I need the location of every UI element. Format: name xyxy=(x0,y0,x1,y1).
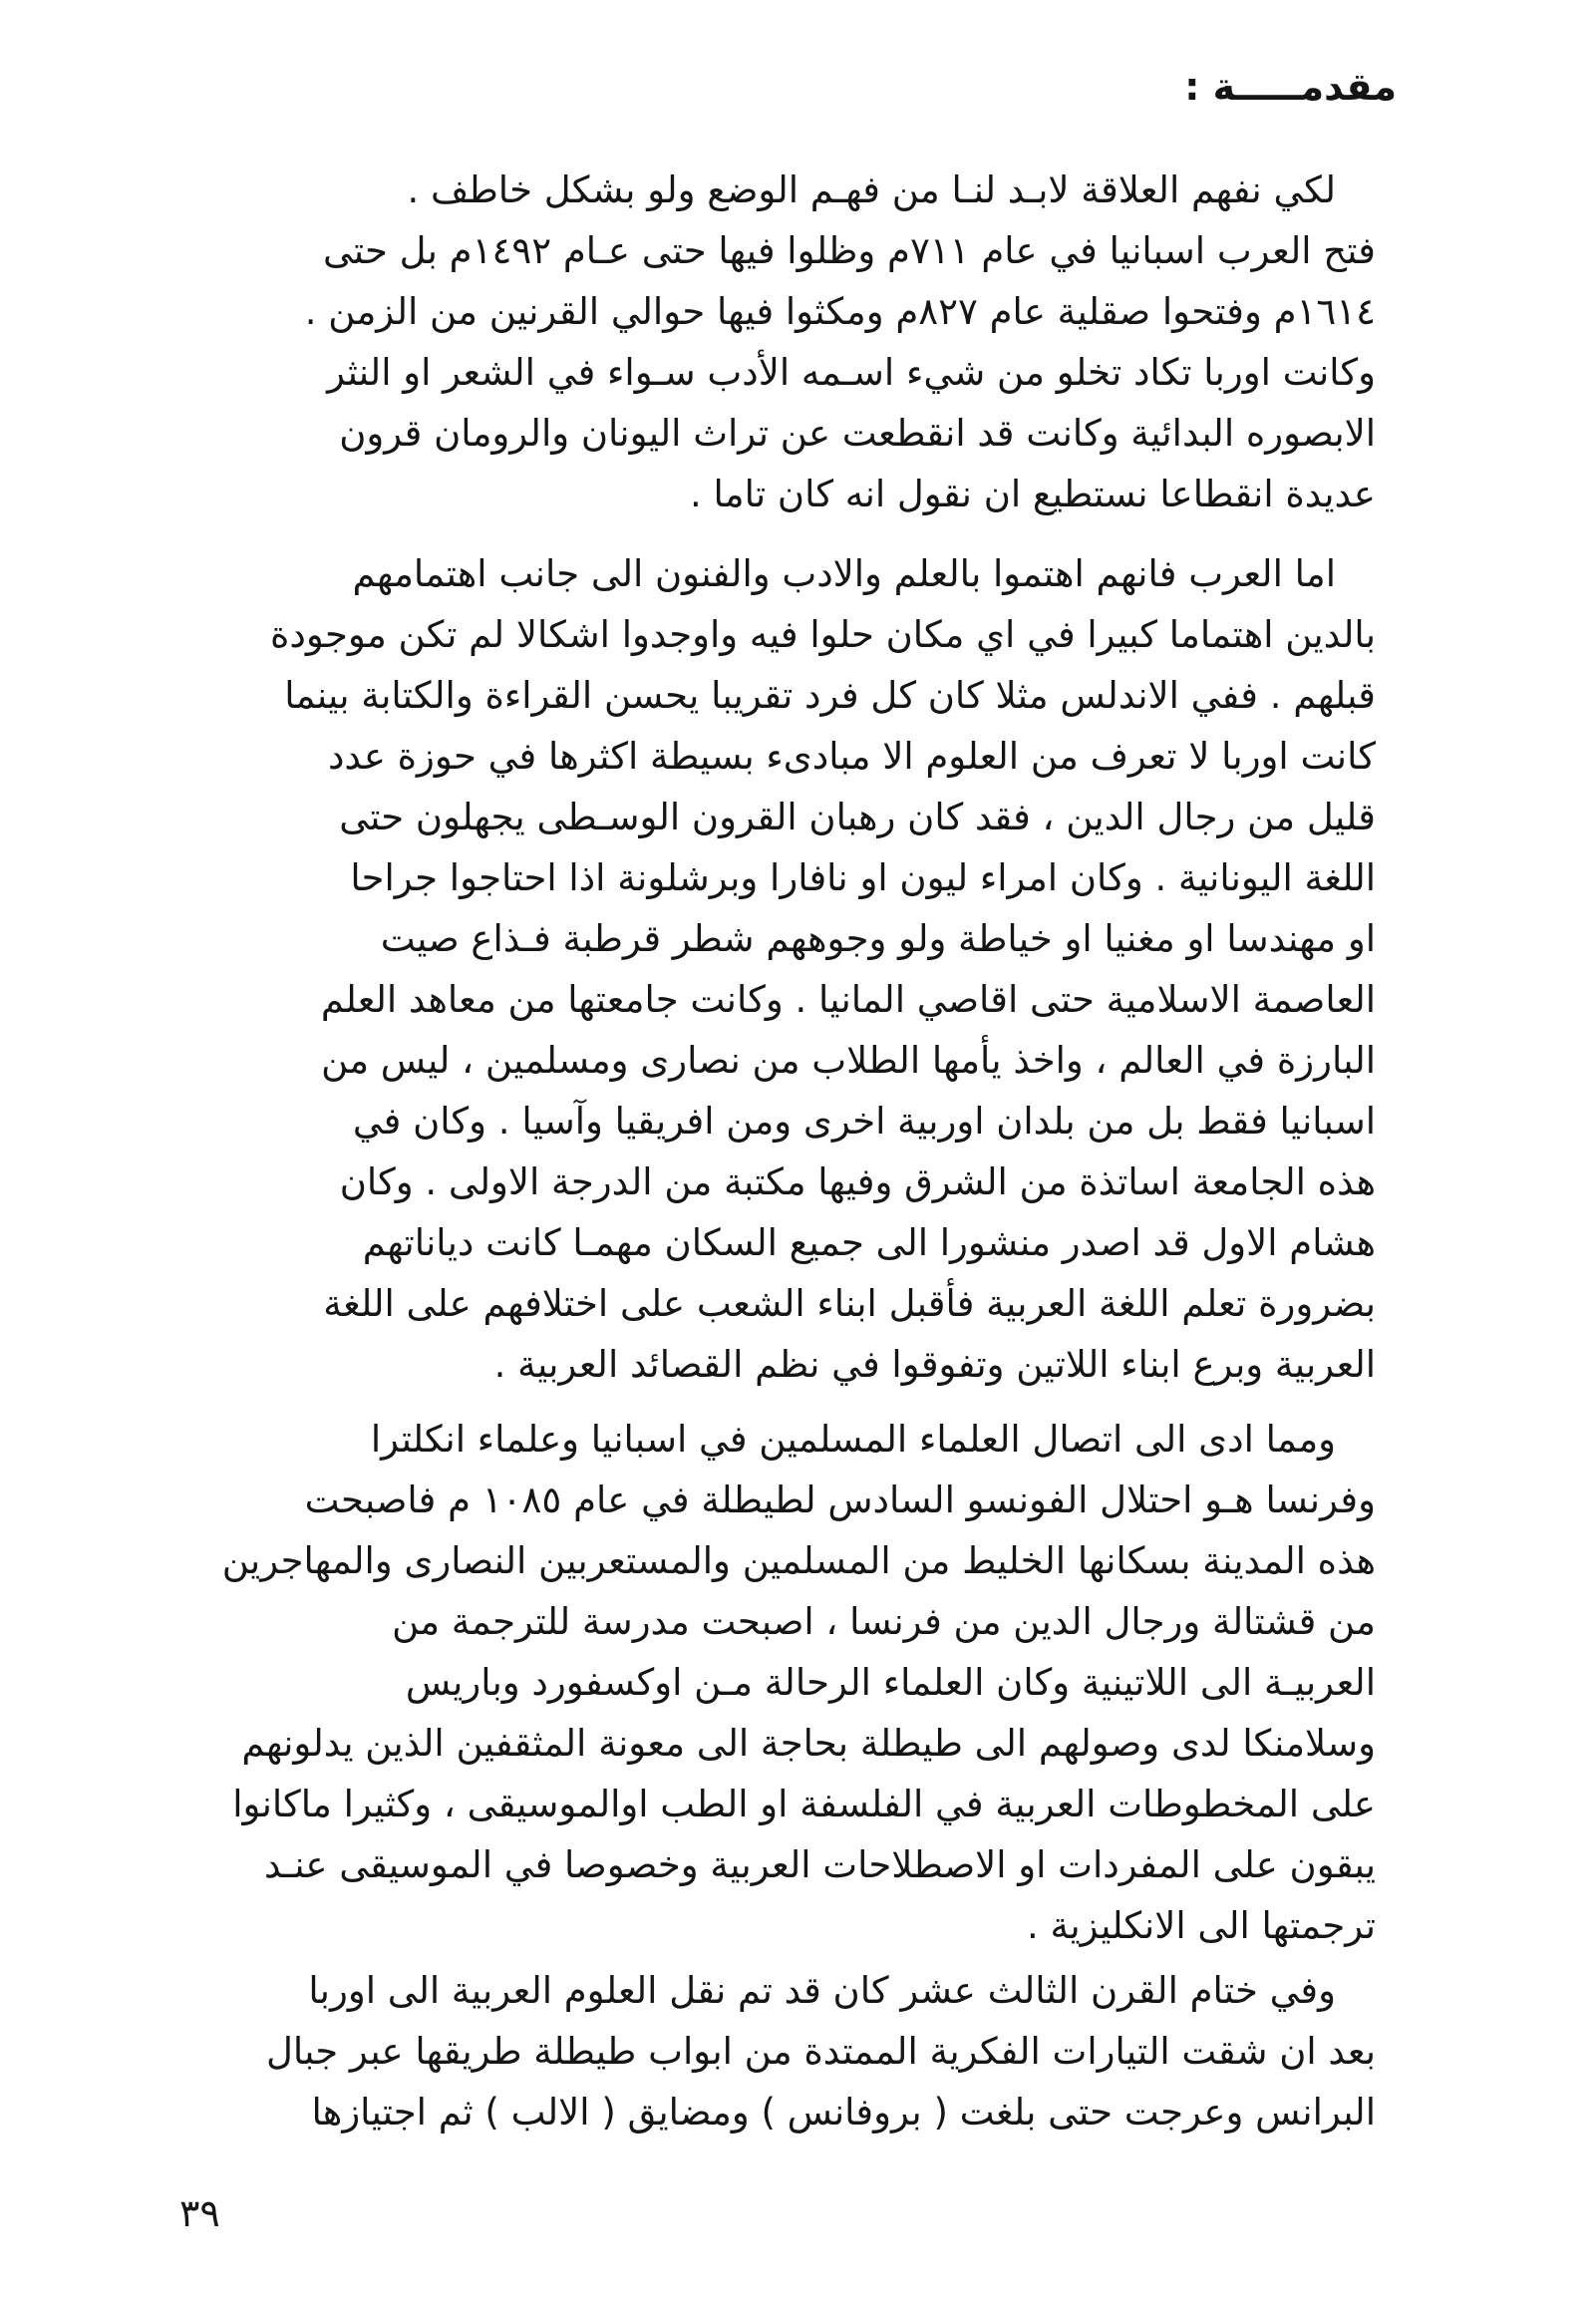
text-line: ومما ادى الى اتصال العلماء المسلمين في اسبانيا وعلماء انكلترا xyxy=(370,1418,1336,1461)
text-line: البرانس وعرجت حتى بلغت ( بروفانس ) ومضايق ( الالب ) ثم اجتيازها xyxy=(311,2091,1376,2134)
text-line: لكي نفهم العلاقة لابـد لنـا من فهـم الوضع ولو بشكل خاطف . xyxy=(407,168,1336,211)
text-line: اما العرب فانهم اهتموا بالعلم والادب والفنون الى جانب اهتمامهم xyxy=(352,552,1336,595)
text-line: قبلهم . ففي الاندلس مثلا كان كل فرد تقريبا يحسن القراءة والكتابة بينما xyxy=(284,674,1376,717)
text-line: وفرنسا هـو احتلال الفونسو السادس لطيطلة في عام ١٠٨٥ م فاصبحت xyxy=(304,1479,1376,1521)
paragraph-2 xyxy=(150,543,1376,1395)
text-line: فتح العرب اسبانيا في عام ٧١١م وظلوا فيها حتى عـام ١٤٩٢م بل حتى xyxy=(322,229,1376,272)
text-line: اسبانيا فقط بل من بلدان اوربية اخرى ومن افريقيا وآسيا . وكان في xyxy=(352,1100,1376,1143)
paragraph-4 xyxy=(150,1960,1376,2142)
text-line: بالدين اهتماما كبيرا في اي مكان حلوا فيه واوجدوا اشكالا لم تكن موجودة xyxy=(269,613,1376,656)
text-line: الابصوره البدائية وكانت قد انقطعت عن تراث اليونان والرومان قرون xyxy=(339,412,1376,455)
text-line: يبقون على المفردات او الاصطلاحات العربية وخصوصا في الموسيقى عنـد xyxy=(263,1843,1376,1886)
text-line: بضرورة تعلم اللغة العربية فأقبل ابناء الشعب على اختلافهم على اللغة xyxy=(323,1282,1376,1325)
text-line: العاصمة الاسلامية حتى اقاصي المانيا . وكانت جامعتها من معاهد العلم xyxy=(320,978,1376,1021)
text-line: ١٦١٤م وفتحوا صقلية عام ٨٢٧م ومكثوا فيها حوالي القرنين من الزمن . xyxy=(304,290,1376,333)
text-line: على المخطوطات العربية في الفلسفة او الطب اوالموسيقى ، وكثيرا ماكانوا xyxy=(232,1783,1376,1825)
text-line: وسلامنكا لدى وصولهم الى طيطلة بحاجة الى معونة المثقفين الذين يدلونهم xyxy=(241,1722,1376,1765)
page-number: ٣٩ xyxy=(179,2191,220,2235)
text-line: العربيـة الى اللاتينية وكان العلماء الرحالة مـن اوكسفورد وباريس xyxy=(405,1661,1376,1704)
text-line: ترجمتها الى الانكليزية . xyxy=(1027,1904,1376,1947)
text-line: اللغة اليونانية . وكان امراء ليون او نافارا وبرشلونة اذا احتاجوا جراحا xyxy=(350,856,1376,899)
text-line: او مهندسا او مغنيا او خياطة ولو وجوههم شطر قرطبة فـذاع صيت xyxy=(380,917,1376,960)
text-line: البارزة في العالم ، واخذ يأمها الطلاب من نصارى ومسلمين ، ليس من xyxy=(321,1039,1376,1082)
paragraph-3 xyxy=(150,1409,1376,1956)
text-line: عديدة انقطاعا نستطيع ان نقول انه كان تاما . xyxy=(689,473,1376,515)
text-line: بعد ان شقت التيارات الفكرية الممتدة من ابواب طيطلة طريقها عبر جبال xyxy=(265,2030,1376,2073)
paragraph-1 xyxy=(150,160,1376,524)
text-line: العربية وبرع ابناء اللاتين وتفوقوا في نظم القصائد العربية . xyxy=(493,1343,1376,1386)
text-line: وفي ختام القرن الثالث عشر كان قد تم نقل العلوم العربية الى اوربا xyxy=(308,1969,1336,2012)
text-line: هذه الجامعة اساتذة من الشرق وفيها مكتبة من الدرجة الاولى . وكان xyxy=(339,1160,1376,1203)
section-heading: مقدمـــــة : xyxy=(1184,65,1397,109)
text-line: من قشتالة ورجال الدين من فرنسا ، اصبحت مدرسة للترجمة من xyxy=(392,1600,1376,1643)
text-line: كانت اوربا لا تعرف من العلوم الا مبادىء بسيطة اكثرها في حوزة عدد xyxy=(327,735,1376,778)
text-line: هذه المدينة بسكانها الخليط من المسلمين والمستعربين النصارى والمهاجرين xyxy=(221,1539,1376,1582)
text-line: وكانت اوربا تكاد تخلو من شيء اسـمه الأدب سـواء في الشعر او النثر xyxy=(327,351,1376,394)
text-line: هشام الاول قد اصدر منشورا الى جميع السكان مهمـا كانت دياناتهم xyxy=(362,1221,1376,1264)
text-line: قليل من رجال الدين ، فقد كان رهبان القرون الوسـطى يجهلون حتى xyxy=(339,796,1376,838)
